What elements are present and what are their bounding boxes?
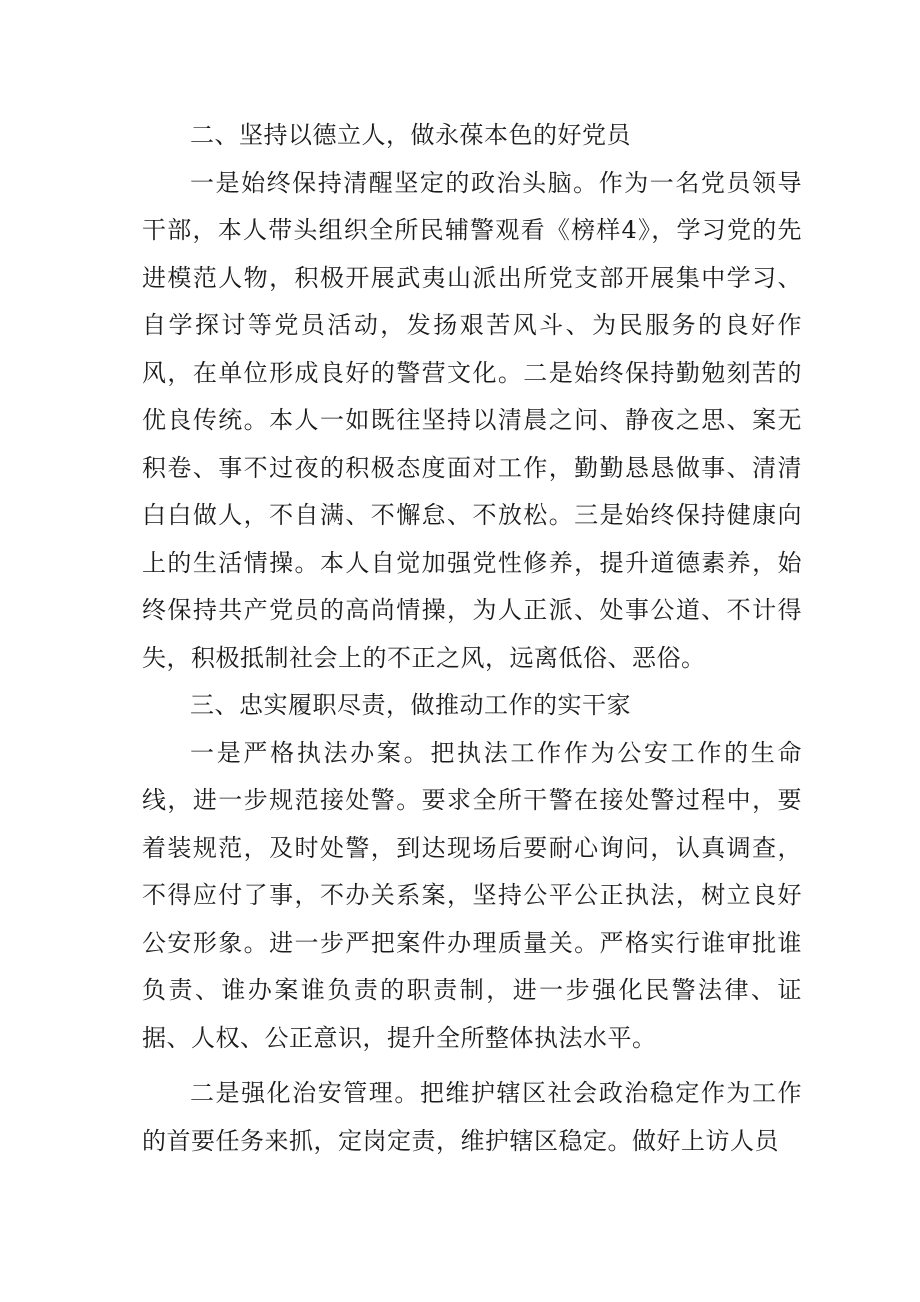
- body-paragraph: 二是强化治安管理。把维护辖区社会政治稳定作为工作的首要任务来抓，定岗定责，维护辖区稳定。做好上访人员: [142, 1079, 802, 1155]
- section-heading-3: 三、忠实履职尽责，做推动工作的实干家: [190, 691, 631, 719]
- section-heading-2: 二、坚持以德立人，做永葆本色的好党员: [190, 121, 631, 149]
- body-paragraph: 一是严格执法办案。把执法工作作为公安工作的生命线，进一步规范接处警。要求全所干警在接处警过程中，要着装规范，及时处警，到达现场后要耐心询问，认真调查，不得应付了事，不办关系案，坚持公平公正执法，树立良好公安形象。进一步严把案件办理质量关。严格实行谁审批谁负责、谁办案谁负责的职责制，进一步强化民警法律、证据、人权、公正意识，提升全所整体执法水平。: [142, 738, 802, 1052]
- body-paragraph: 一是始终保持清醒坚定的政治头脑。作为一名党员领导干部，本人带头组织全所民辅警观看《榜样4》，学习党的先进模范人物，积极开展武夷山派出所党支部开展集中学习、自学探讨等党员活动，发扬艰苦风斗、为民服务的良好作风，在单位形成良好的警营文化。二是始终保持勤勉刻苦的优良传统。本人一如既往坚持以清晨之问、静夜之思、案无积卷、事不过夜的积极态度面对工作，勤勤恳恳做事、清清白白做人，不自满、不懈怠、不放松。三是始终保持健康向上的生活情操。本人自觉加强党性修养，提升道德素养，始终保持共产党员的高尚情操，为人正派、处事公道、不计得失，积极抵制社会上的不正之风，远离低俗、恶俗。: [142, 168, 802, 672]
- document-body: [142, 112, 802, 1165]
